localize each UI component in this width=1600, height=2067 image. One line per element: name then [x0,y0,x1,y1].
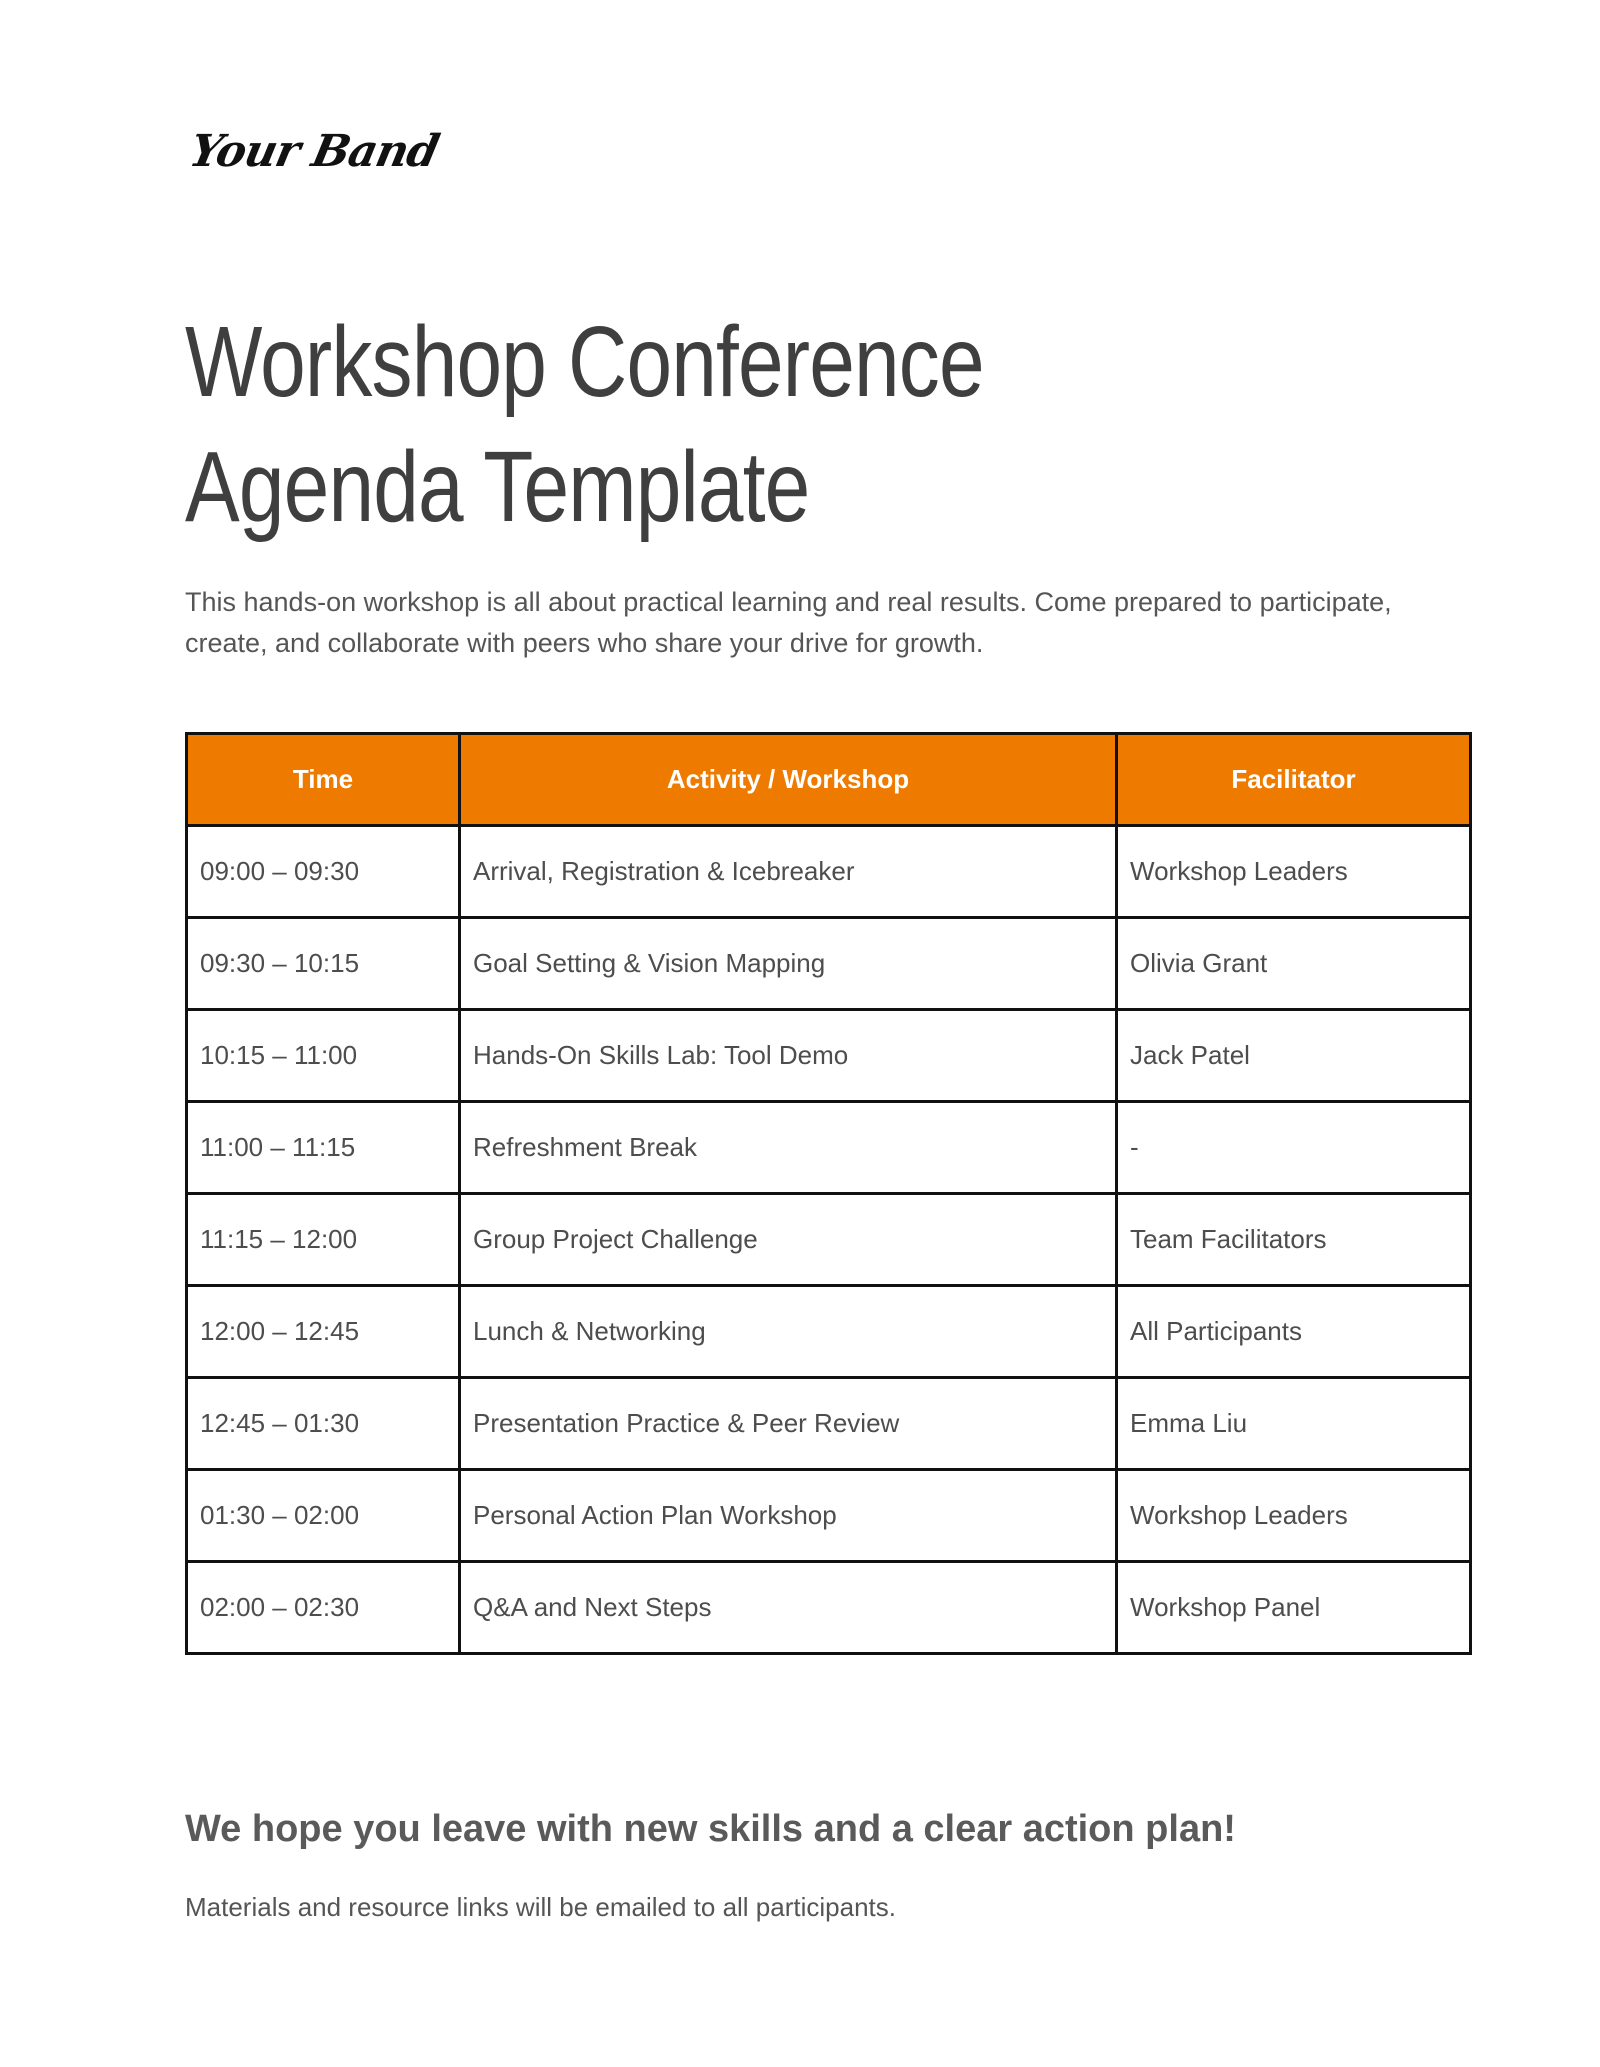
cell-time: 11:15 – 12:00 [187,1194,460,1286]
cell-facilitator: Workshop Panel [1117,1562,1471,1654]
closing-note: Materials and resource links will be emailed to all participants. [185,1892,896,1922]
cell-facilitator: Team Facilitators [1117,1194,1471,1286]
cell-activity: Group Project Challenge [460,1194,1117,1286]
cell-facilitator: All Participants [1117,1286,1471,1378]
cell-time: 12:45 – 01:30 [187,1378,460,1470]
page-title: Workshop Conference Agenda Template [185,306,984,543]
cell-time: 01:30 – 02:00 [187,1470,460,1562]
header-time: Time [187,734,460,826]
header-activity: Activity / Workshop [460,734,1117,826]
cell-time: 10:15 – 11:00 [187,1010,460,1102]
cell-activity: Hands-On Skills Lab: Tool Demo [460,1010,1117,1102]
cell-activity: Personal Action Plan Workshop [460,1470,1117,1562]
cell-facilitator: Workshop Leaders [1117,826,1471,918]
closing-heading: We hope you leave with new skills and a clear action plan! [185,1808,1236,1850]
cell-activity: Lunch & Networking [460,1286,1117,1378]
table-row [187,918,1471,1010]
cell-facilitator: Jack Patel [1117,1010,1471,1102]
table-row [187,1286,1471,1378]
cell-facilitator: Workshop Leaders [1117,1470,1471,1562]
table-row [187,1010,1471,1102]
cell-time: 02:00 – 02:30 [187,1562,460,1654]
cell-activity: Refreshment Break [460,1102,1117,1194]
cell-activity: Arrival, Registration & Icebreaker [460,826,1117,918]
cell-activity: Goal Setting & Vision Mapping [460,918,1117,1010]
table-row [187,1102,1471,1194]
table-row [187,1470,1471,1562]
table-row [187,1562,1471,1654]
cell-time: 09:30 – 10:15 [187,918,460,1010]
intro-paragraph: This hands-on workshop is all about practical learning and real results. Come prepared to participate, create, and collaborate with peers who share your drive for growth. [185,587,1392,658]
cell-facilitator: - [1117,1102,1471,1194]
cell-activity: Q&A and Next Steps [460,1562,1117,1654]
agenda-table [185,732,1472,1655]
table-row [187,1378,1471,1470]
cell-time: 12:00 – 12:45 [187,1286,460,1378]
table-row [187,1194,1471,1286]
header-facilitator: Facilitator [1117,734,1471,826]
brand-logo-text: Your Band [185,126,443,177]
cell-time: 09:00 – 09:30 [187,826,460,918]
cell-facilitator: Emma Liu [1117,1378,1471,1470]
cell-facilitator: Olivia Grant [1117,918,1471,1010]
table-row [187,826,1471,918]
agenda-header-row [187,734,1471,826]
cell-time: 11:00 – 11:15 [187,1102,460,1194]
cell-activity: Presentation Practice & Peer Review [460,1378,1117,1470]
